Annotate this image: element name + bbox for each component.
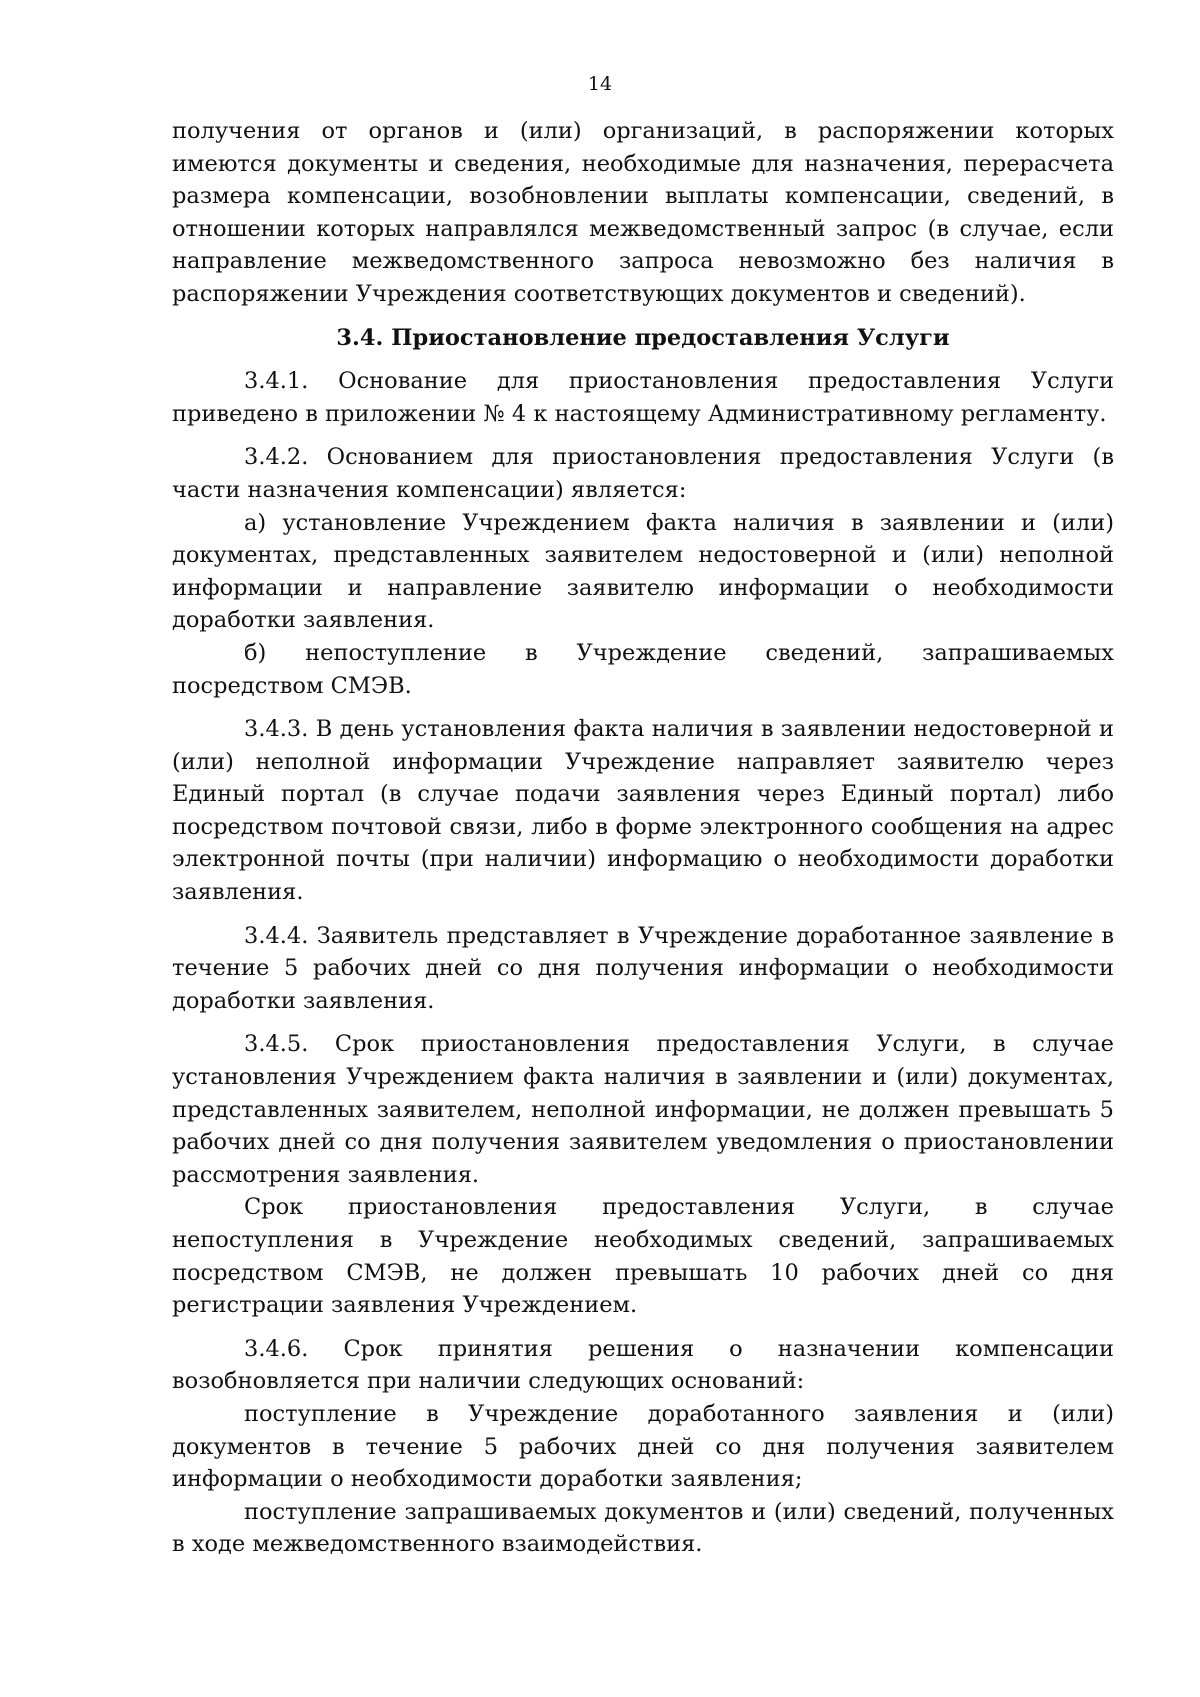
page-number: 14 (587, 73, 613, 95)
intro-paragraph: получения от органов и (или) организаций, в распоряжении которых имеются документы и сведения, необходимые для назначения, перерасчета размера компенсации, возобновлении выплаты компенсации, сведений, в отношении которых направлялся межведомственный запрос (в случае, если направление межведомственного запроса невозможно без наличия в распоряжении Учреждения соответствующих документов и сведений). (172, 118, 1114, 307)
paragraph-3-4-4: 3.4.4. Заявитель представляет в Учреждение доработанное заявление в течение 5 рабочих дней со дня получения информации о необходимости доработки заявления. (172, 922, 1114, 1014)
paragraph-3-4-6: 3.4.6. Срок принятия решения о назначении компенсации возобновляется при наличии следующих оснований: (172, 1335, 1114, 1395)
paragraph-3-4-6-b: поступление запрашиваемых документов и (или) сведений, полученных в ходе межведомственного взаимодействия. (172, 1498, 1114, 1558)
paragraph-3-4-2: 3.4.2. Основанием для приостановления предоставления Услуги (в части назначения компенсации) является: (172, 444, 1114, 503)
paragraph-3-4-5: 3.4.5. Срок приостановления предоставления Услуги, в случае установления Учреждением факта наличия в заявлении и (или) документах, представленных заявителем, неполной информации, не должен превышать 5 рабочих дней со дня получения заявителем уведомления о приостановлении рассмотрения заявления. (172, 1031, 1114, 1188)
paragraph-3-4-6-a: поступление в Учреждение доработанного заявления и (или) документов в течение 5 рабочих дней со дня получения заявителем информации о необходимости доработки заявления; (172, 1400, 1114, 1493)
document-body (172, 115, 1114, 1561)
paragraph-3-4-1: 3.4.1. Основание для приостановления предоставления Услуги приведено в приложении № 4 к настоящему Административному регламенту. (172, 368, 1114, 427)
paragraph-3-4-2-b: б) непоступление в Учреждение сведений, запрашиваемых посредством СМЭВ. (172, 639, 1114, 699)
paragraph-3-4-2-a: а) установление Учреждением факта наличия в заявлении и (или) документах, представленных заявителем недостоверной и (или) неполной информации и направление заявителю информации о необходимости доработки заявления. (172, 509, 1114, 634)
paragraph-3-4-5-continued: Срок приостановления предоставления Услуги, в случае непоступления в Учреждение необходимых сведений, запрашиваемых посредством СМЭВ, не должен превышать 10 рабочих дней со дня регистрации заявления Учреждением. (172, 1194, 1114, 1319)
paragraph-3-4-3: 3.4.3. В день установления факта наличия в заявлении недостоверной и (или) неполной информации Учреждение направляет заявителю через Единый портал (в случае подачи заявления через Единый портал) либо посредством почтовой связи, либо в форме электронного сообщения на адрес электронной почты (при наличии) информацию о необходимости доработки заявления. (172, 716, 1114, 906)
section-heading: 3.4. Приостановление предоставления Услуги (336, 324, 950, 351)
